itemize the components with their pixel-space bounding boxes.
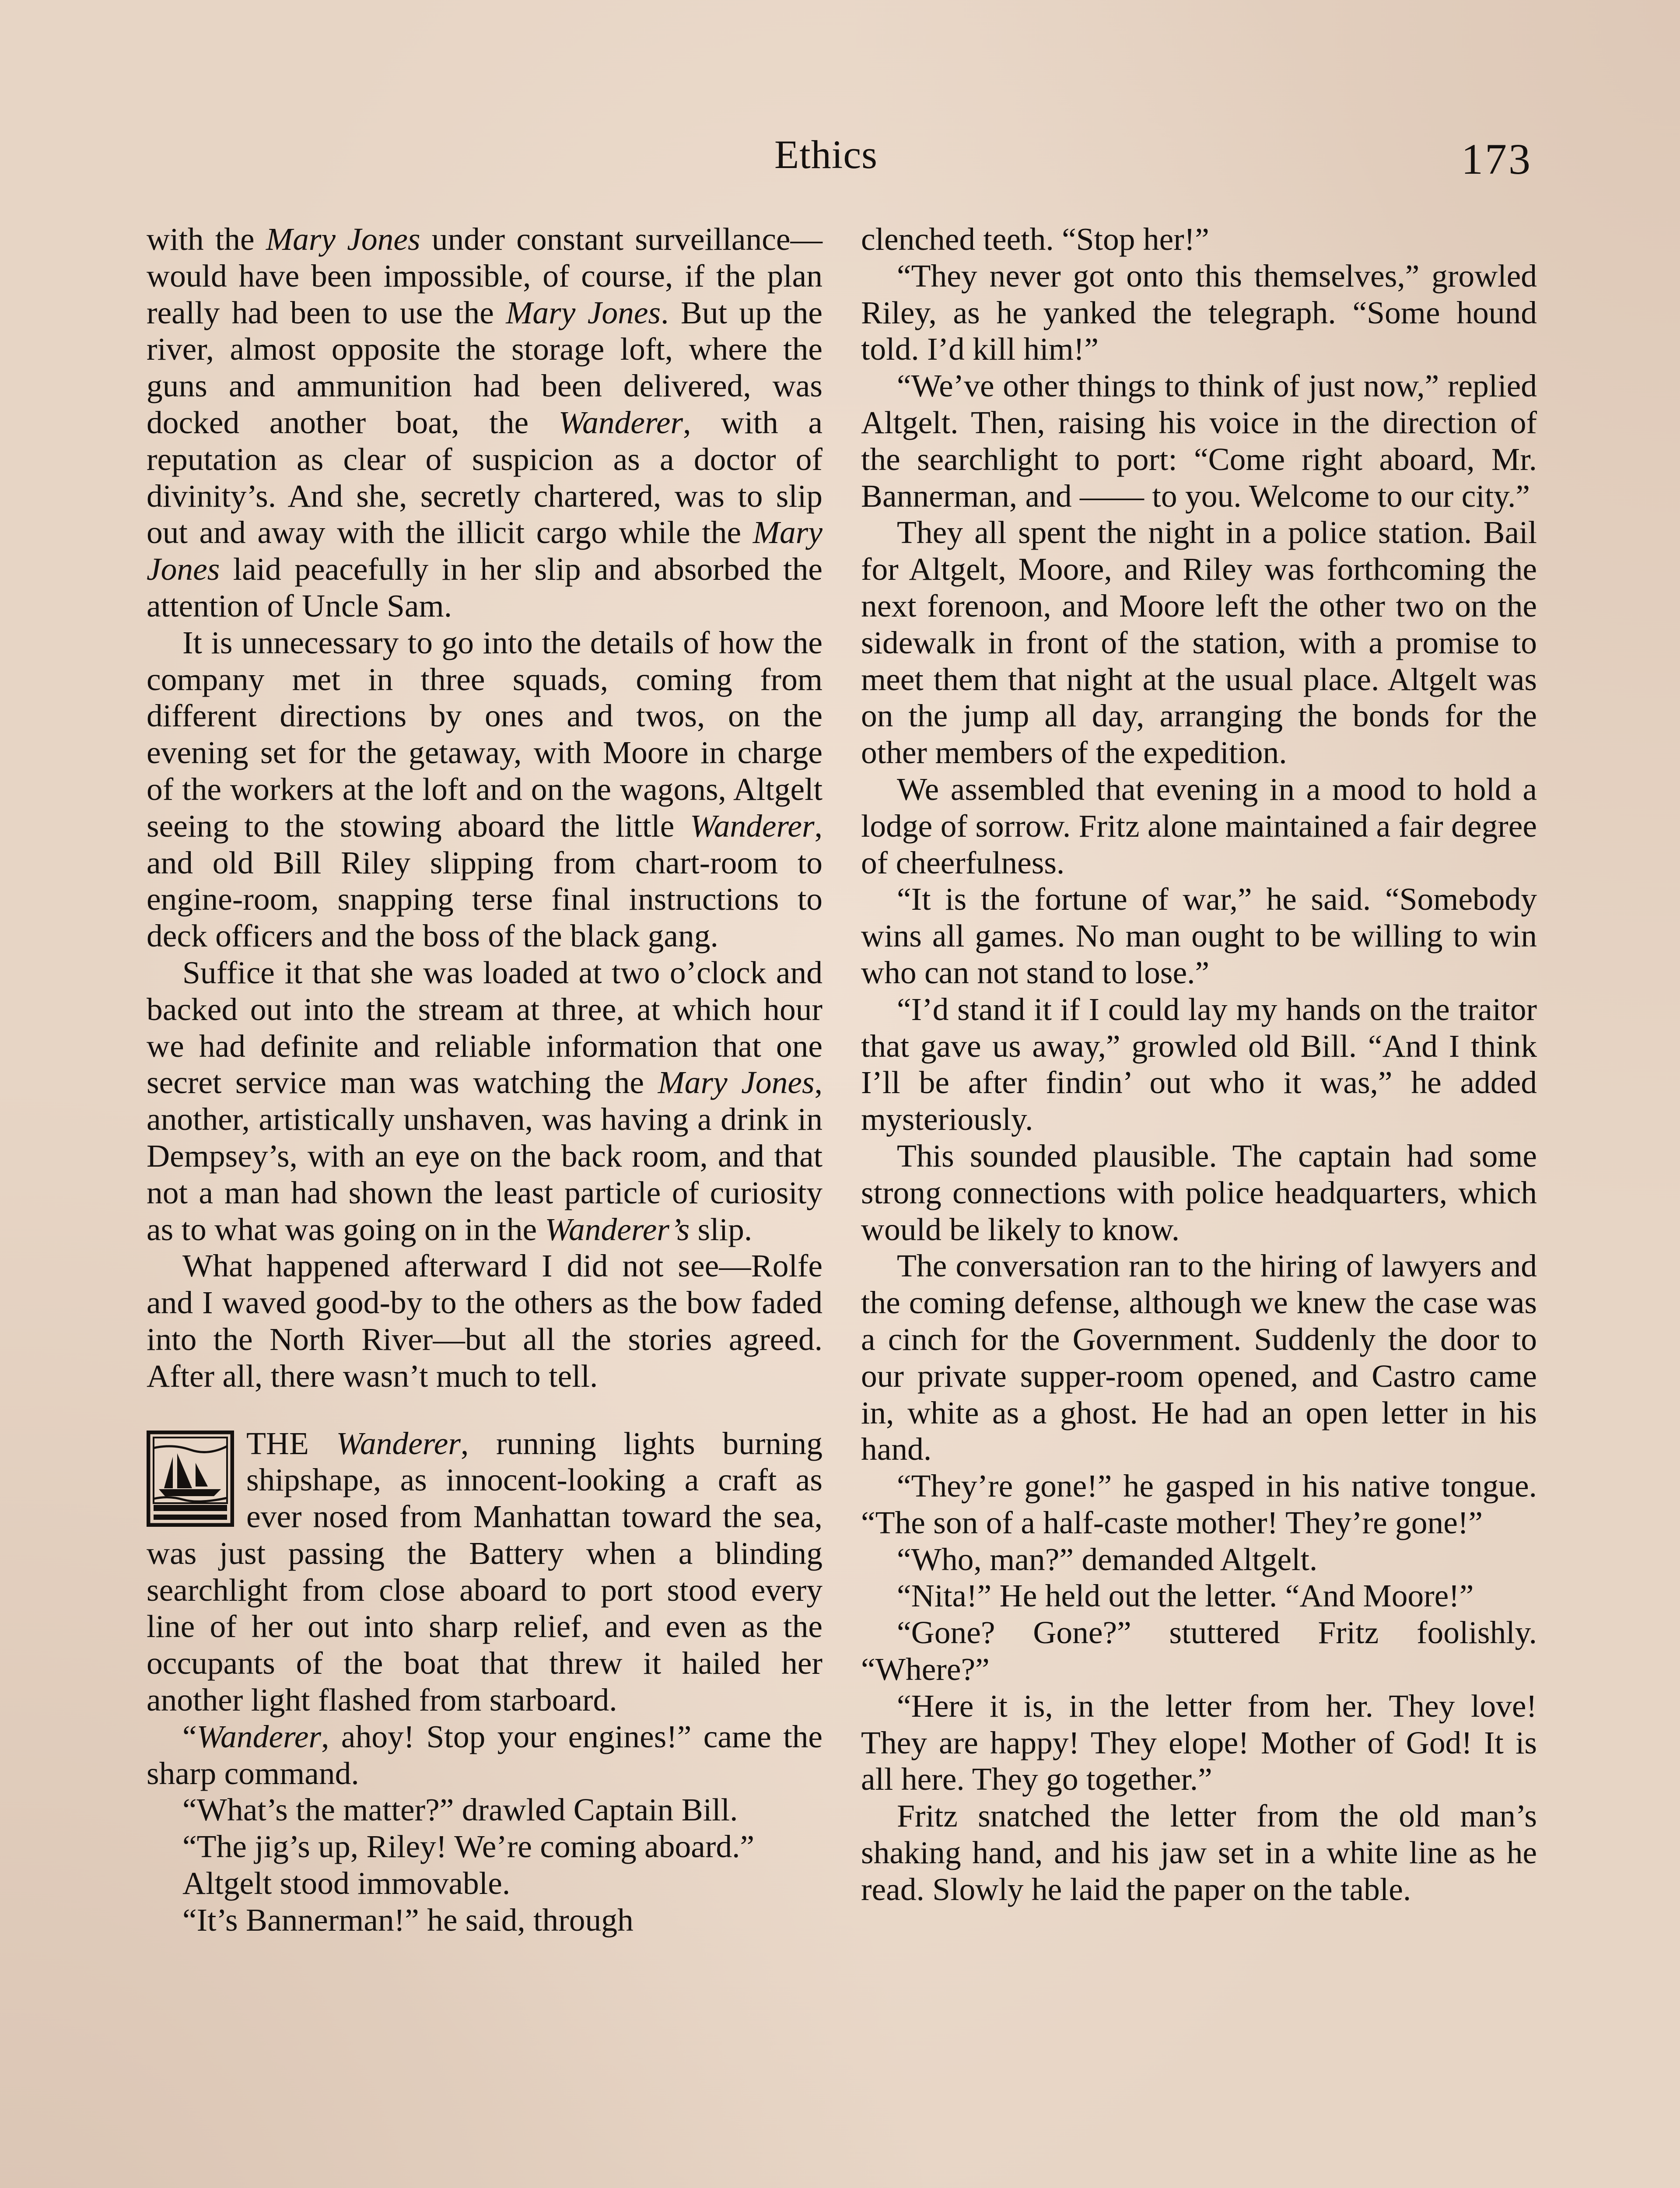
paragraph: Altgelt stood immovable. [182, 1865, 511, 1901]
italic-title: Wanderer’s [545, 1211, 690, 1247]
italic-title: Mary Jones [658, 1065, 815, 1101]
paragraph: “We’ve other things to think of just now,” replied Altgelt. Then, raising his voice in the direction of the searchlight to port: “Come right aboard, Mr. Bannerman, and —— to you. Welcome to our city.” [861, 368, 1537, 514]
paragraph: “The jig’s up, Riley! We’re coming aboard.” [182, 1829, 755, 1865]
ship-ornament-icon [147, 1431, 234, 1527]
paragraph-with-ornament [147, 1425, 822, 1718]
text-run: slip. [690, 1211, 752, 1247]
running-title: Ethics [774, 132, 878, 177]
paragraph: The conversation ran to the hiring of lawyers and the coming defense, although we knew the case was a cinch for the Government. Suddenly the door to our private supper-room opened, and Castro came in, white as a ghost. He had an open letter in his hand. [861, 1248, 1537, 1467]
text-run: “ [182, 1718, 197, 1754]
text-run: , another, artistically unshaven, was having a drink in Dempsey’s, with an eye on the back room, and that not a man had shown the least particle of curiosity as to what was going on in the [147, 1065, 822, 1247]
paragraph: “Who, man?” demanded Altgelt. [897, 1541, 1318, 1577]
paragraph: “It’s Bannerman!” he said, through [182, 1902, 634, 1938]
paragraph: “They never got onto this themselves,” growled Riley, as he yanked the telegraph. “Some hound told. I’d kill him!” [861, 258, 1537, 367]
text-run: . But up the river, almost opposite the storage loft, where the guns and ammunition had been delivered, was docked another boat, the [147, 295, 822, 440]
text-run: THE [246, 1425, 336, 1461]
text-run: , running lights burning shipshape, as innocent-looking a craft as ever nosed from Manhattan toward the sea, was just passing the Battery when a blinding searchlight from close aboard to port stood every line of her out into sharp relief, and even as the occupants of the boat that threw it hailed her another light flashed from starboard. [147, 1425, 822, 1718]
text-run: with the [147, 221, 266, 257]
text-run: It is unnecessary to go into the details of how the company met in three squads, coming from different directions by ones and twos, on the evening set for the getaway, with Moore in charge of the workers at the loft and on the wagons, Altgelt seeing to the stowing aboard the little [147, 624, 822, 844]
text-run: , ahoy! Stop your engines!” came the sharp command. [147, 1718, 822, 1791]
paragraph: “Nita!” He held out the letter. “And Moore!” [897, 1578, 1474, 1614]
text-run: under constant surveillance—would have been impossible, of course, if the plan really had been to use the [147, 221, 822, 330]
right-column [861, 221, 1537, 1908]
paragraph: “Gone? Gone?” stuttered Fritz foolishly. “Where?” [861, 1615, 1537, 1687]
text-run: , with a reputation as clear of suspicion as a doctor of divinity’s. And she, secretly chartered, was to slip out and away with the illicit cargo while the [147, 404, 822, 551]
paragraph: This sounded plausible. The captain had some strong connections with police headquarters, which would be likely to know. [861, 1138, 1537, 1247]
paragraph [147, 221, 822, 624]
paragraph [147, 1718, 822, 1792]
italic-title: Wanderer [558, 404, 683, 440]
paragraph: “They’re gone!” he gasped in his native tongue. “The son of a half-caste mother! They’re gone!” [861, 1468, 1537, 1540]
page-number: 173 [1461, 135, 1532, 183]
text-run: laid peacefully in her slip and absorbed the attention of Uncle Sam. [147, 551, 822, 624]
running-head [0, 131, 1680, 184]
paragraph: “What’s the matter?” drawled Captain Bill. [182, 1792, 738, 1828]
paragraph: They all spent the night in a police station. Bail for Altgelt, Moore, and Riley was forthcoming the next forenoon, and Moore left the other two on the sidewalk in front of the station, with a promise to meet them that night at the usual place. Altgelt was on the jump all day, arranging the bonds for the other members of the expedition. [861, 515, 1537, 771]
paragraph: We assembled that evening in a mood to hold a lodge of sorrow. Fritz alone maintained a fair degree of cheerfulness. [861, 771, 1537, 880]
paragraph: “Here it is, in the letter from her. They love! They are happy! They elope! Mother of God! It is all here. They go together.” [861, 1688, 1537, 1797]
paragraph [147, 624, 822, 954]
paragraph: “I’d stand it if I could lay my hands on the traitor that gave us away,” growled old Bill. “And I think I’ll be after findin’ out who it was,” he added mysteriously. [861, 991, 1537, 1137]
section-break [147, 1395, 822, 1425]
italic-title: Mary Jones [506, 295, 661, 330]
left-column [147, 221, 822, 1939]
italic-title: Wanderer [690, 808, 815, 844]
paragraph: What happened afterward I did not see—Rolfe and I waved good-by to the others as the bow faded into the North River—but all the stories agreed. After all, there wasn’t much to tell. [147, 1248, 822, 1394]
italic-title: Mary Jones [147, 515, 822, 587]
paragraph-continued: clenched teeth. “Stop her!” [861, 221, 1209, 257]
paragraph: Fritz snatched the letter from the old man’s shaking hand, and his jaw set in a white line as he read. Slowly he laid the paper on the table. [861, 1798, 1537, 1907]
paragraph: “It is the fortune of war,” he said. “Somebody wins all games. No man ought to be willing to win who can not stand to lose.” [861, 881, 1537, 990]
paragraph [147, 954, 822, 1248]
italic-title: Wanderer [196, 1718, 322, 1754]
text-run: , and old Bill Riley slipping from chart-room to engine-room, snapping terse final instructions to deck officers and the boss of the black gang. [147, 808, 822, 954]
italic-title: Wanderer [336, 1425, 461, 1461]
text-run: Suffice it that she was loaded at two o’clock and backed out into the stream at three, at which hour we had definite and reliable information that one secret service man was watching the [147, 954, 822, 1101]
italic-title: Mary Jones [266, 221, 420, 257]
